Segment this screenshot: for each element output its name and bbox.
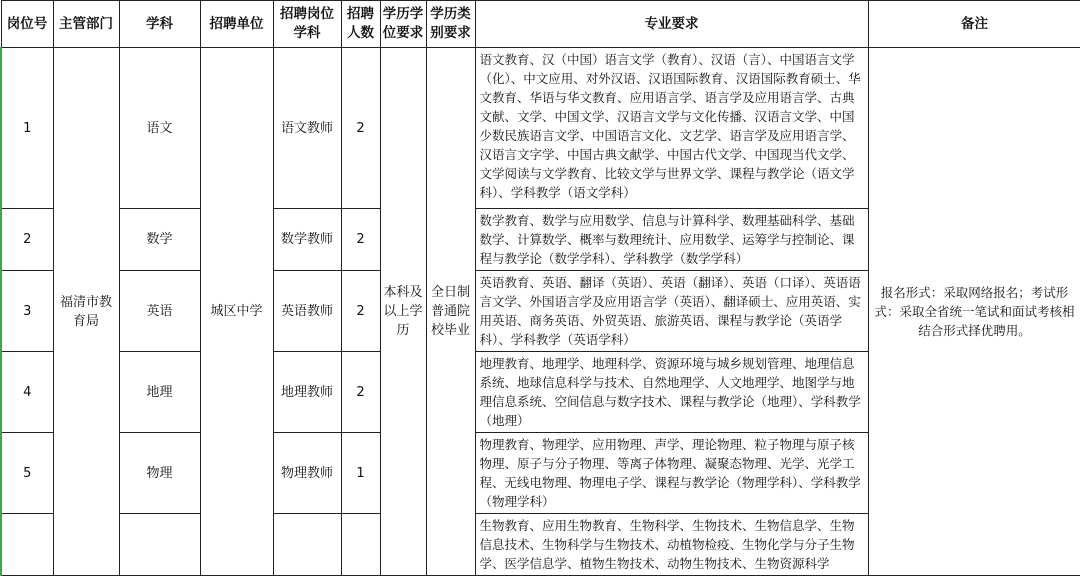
dept-cell: 福清市教育局 [53, 48, 119, 576]
header-count: 招聘人数 [341, 1, 380, 48]
major-cell: 生物教育、应用生物教育、生物科学、生物技术、生物信息学、生物信息技术、生物科学与生物技术、动植物检疫、生物化学与分子生物学、医学信息学、植物生物技术、动物生物技术、生物资源科学 [475, 514, 868, 576]
major-cell: 数学教育、数学与应用数学、信息与计算科学、数理基础科学、基础数学、计算数学、概率与数理统计、应用数学、运筹学与控制论、课程与教学论（数学学科）、学科教学（数学学科） [475, 209, 868, 271]
count-cell: 2 [341, 352, 380, 433]
count-cell: 1 [341, 433, 380, 514]
table-row [1, 48, 1080, 209]
header-degree-type: 学历类别要求 [426, 1, 475, 48]
degree-cell: 本科及以上学历 [380, 48, 426, 576]
post-subject-cell: 物理教师 [273, 433, 341, 514]
unit-cell: 城区中学 [200, 48, 273, 576]
header-major: 专业要求 [475, 1, 868, 48]
subject-cell: 数学 [119, 209, 200, 271]
post-no-cell: 3 [1, 271, 53, 352]
major-cell: 语文教育、汉（中国）语言文学（教育）、汉语（言）、中国语言文学（化）、中文应用、对外汉语、汉语国际教育、汉语国际教育硕士、华文教育、华语与华文教育、应用语言学、语言学及应用语言学、古典文献、文学、中国文学、汉语言文学与文化传播、汉语言文学、中国少数民族语言文学、中国语言文化、文艺学、语言学及应用语言学、汉语言文字学、中国古典文献学、中国古代文学、中国现当代文学、文学阅读与文学教育、比较文学与世界文学、课程与教学论（语文学科）、学科教学（语文学科） [475, 48, 868, 209]
count-cell: 2 [341, 271, 380, 352]
post-subject-cell: 数学教师 [273, 209, 341, 271]
header-degree: 学历学位要求 [380, 1, 426, 48]
subject-cell: 语文 [119, 48, 200, 209]
count-cell: 2 [341, 209, 380, 271]
post-subject-cell: 语文教师 [273, 48, 341, 209]
subject-cell: 地理 [119, 352, 200, 433]
header-dept: 主管部门 [53, 1, 119, 48]
post-no-cell: 5 [1, 433, 53, 514]
major-cell: 地理教育、地理学、地理科学、资源环境与城乡规划管理、地理信息系统、地球信息科学与技术、自然地理学、人文地理学、地图学与地理信息系统、空间信息与数字技术、课程与教学论（地理）、学科教学（地理） [475, 352, 868, 433]
subject-cell: 物理 [119, 433, 200, 514]
post-no-cell: 1 [1, 48, 53, 209]
major-cell: 物理教育、物理学、应用物理、声学、理论物理、粒子物理与原子核物理、原子与分子物理、等离子体物理、凝聚态物理、光学、光学工程、无线电物理、物理电子学、课程与教学论（物理学科）、学科教学（物理学科） [475, 433, 868, 514]
post-no-cell: 4 [1, 352, 53, 433]
count-cell: 2 [341, 48, 380, 209]
header-row [1, 1, 1080, 48]
header-unit: 招聘单位 [200, 1, 273, 48]
post-no-cell: 2 [1, 209, 53, 271]
subject-cell: 英语 [119, 271, 200, 352]
header-note: 备注 [868, 1, 1080, 48]
note-cell: 报名形式：采取网络报名；考试形式：采取全省统一笔试和面试考核相结合形式择优聘用。 [868, 48, 1080, 576]
header-post-subject: 招聘岗位学科 [273, 1, 341, 48]
degree-type-cell: 全日制普通院校毕业 [426, 48, 475, 576]
post-subject-cell: 英语教师 [273, 271, 341, 352]
header-post-no: 岗位号 [1, 1, 53, 48]
header-subject: 学科 [119, 1, 200, 48]
post-subject-cell: 地理教师 [273, 352, 341, 433]
major-cell: 英语教育、英语、翻译（英语）、英语（翻译）、英语（口译）、英语语言文学、外国语言学及应用语言学（英语）、翻译硕士、应用英语、实用英语、商务英语、外贸英语、旅游英语、课程与教学论（英语学科）、学科教学（英语学科） [475, 271, 868, 352]
